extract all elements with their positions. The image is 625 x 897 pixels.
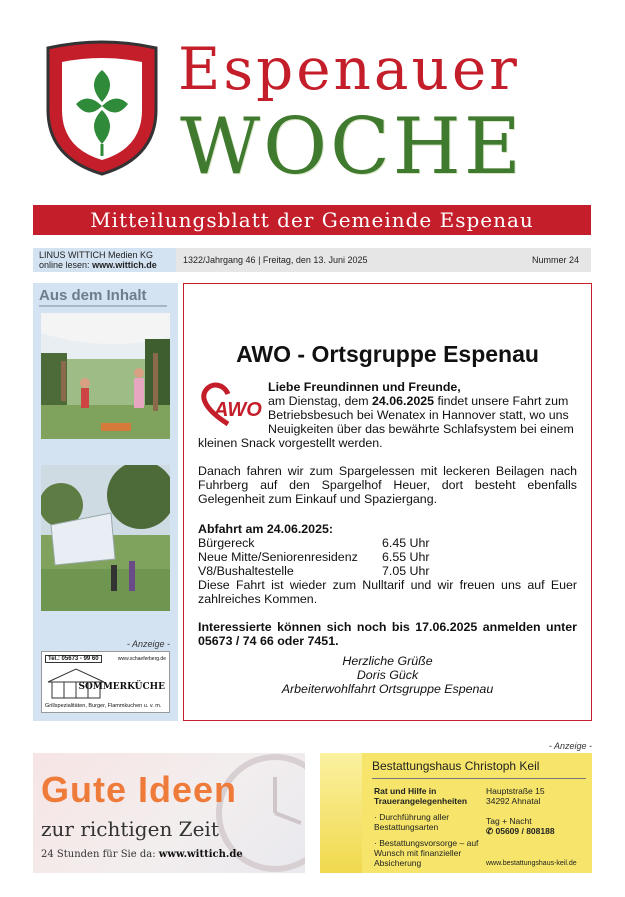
article-title: AWO - Ortsgruppe Espenau — [236, 341, 539, 367]
sommerkueche-ad[interactable] — [41, 651, 170, 713]
masthead-title-espenauer: Espenauer — [178, 35, 520, 103]
sommerkueche-name: SOMMERKÜCHE — [78, 682, 165, 692]
awo-logo-text: AWO — [214, 399, 262, 421]
article-greeting: Liebe Freundinnen und Freunde, — [268, 380, 461, 394]
wittich-ad-subline: zur richtigen Zeit — [41, 817, 219, 841]
bestattungshaus-url[interactable]: www.bestattungshaus-keil.de — [486, 860, 577, 867]
wittich-ad-contact — [41, 849, 243, 860]
service-item: · Bestattungsvorsorge – auf Wunsch mit finanzieller Absicherung — [374, 838, 479, 868]
publisher-box — [33, 248, 176, 272]
online-url-link[interactable]: www.wittich.de — [92, 260, 157, 270]
article-p1-line4: kleinen Snack vorgestellt werden. — [198, 436, 383, 450]
divider — [372, 778, 586, 779]
online-read-line — [39, 260, 176, 270]
wittich-ad-contact-text: 24 Stunden für Sie da: — [41, 849, 159, 860]
article-p1-line1 — [198, 394, 577, 408]
article-p4: Interessierte können sich noch bis 17.06.2025 anmelden unter 05673 / 74 66 oder 7451. — [198, 620, 577, 648]
bestattungshaus-ad[interactable] — [320, 753, 592, 873]
publisher-name: LINUS WITTICH Medien KG — [39, 250, 154, 260]
availability: Tag + Nacht — [486, 816, 532, 826]
stop-place: Bürgereck — [198, 536, 255, 550]
sidebar-heading: Aus dem Inhalt — [39, 287, 167, 307]
service-item: · Durchführung aller Bestattungsarten — [374, 812, 450, 832]
masthead-title-woche: WOCHE — [180, 102, 524, 192]
bottom-ad-label: - Anzeige - — [548, 741, 592, 751]
departure-times — [198, 536, 577, 578]
departure-heading: Abfahrt am 24.06.2025: — [198, 522, 333, 536]
sommerkueche-phone: Tel.: 05673 - 99 60 — [45, 655, 102, 663]
wittich-ad-headline: Gute Ideen — [41, 769, 238, 810]
sidebar-ad-label: - Anzeige - — [126, 639, 170, 649]
masthead-subtitle: Mitteilungsblatt der Gemeinde Espenau — [33, 205, 591, 235]
stop-time: 6.45 Uhr — [382, 536, 430, 550]
issue-info-bar — [33, 248, 591, 272]
stop-place: Neue Mitte/Seniorenresidenz — [198, 550, 358, 564]
masthead — [38, 35, 594, 192]
signature-name: Doris Gück — [356, 668, 419, 682]
phone-icon: ✆ — [486, 826, 496, 836]
article-p1-line3: Neuigkeiten über das bewährte Schlafsystem bei einem — [268, 422, 574, 436]
bestattungshaus-name: Bestattungshaus Christoph Keil — [372, 759, 540, 773]
article-p1-date: 24.06.2025 — [372, 394, 435, 408]
signature-greeting: Herzliche Grüße — [342, 654, 433, 668]
wittich-ad[interactable] — [33, 753, 305, 873]
issue-number: Nummer 24 — [531, 255, 579, 265]
stop-time: 6.55 Uhr — [382, 550, 430, 564]
photo-slackline-event — [41, 313, 170, 439]
ad-decor-bar — [320, 753, 362, 873]
article-p2: Danach fahren wir zum Spargelessen mit leckeren Beilagen nach Fuhrberg auf den Spargelhof Heuer, dort besteht ebenfalls Gelegenheit zum Einkauf und Spaziergang. — [198, 464, 577, 506]
issue-date: 1322/Jahrgang 46 | Freitag, den 13. Juni 2025 — [183, 255, 368, 265]
awo-article — [183, 283, 592, 721]
bestattungshaus-contact — [486, 786, 590, 836]
address-city: 34292 Ahnatal — [486, 796, 541, 806]
article-body — [198, 380, 577, 696]
photo-banner-in-park — [41, 465, 170, 611]
sommerkueche-url: www.schaeferberg.de — [117, 656, 166, 662]
article-p1-text-2: findet unsere Fahrt zum — [434, 394, 569, 408]
stop-time: 7.05 Uhr — [382, 564, 430, 578]
online-label: online lesen: — [39, 260, 90, 270]
phone-line — [486, 826, 590, 836]
phone-number: 05609 / 808188 — [495, 826, 555, 836]
wittich-ad-url[interactable]: www.wittich.de — [158, 849, 243, 860]
contents-sidebar — [33, 283, 178, 721]
article-p1-text: am Dienstag, dem — [268, 394, 372, 408]
signature-organisation: Arbeiterwohlfahrt Ortsgruppe Espenau — [281, 682, 494, 696]
bestattungshaus-services — [374, 786, 484, 868]
sommerkueche-description: Grillspezialitäten, Burger, Flammkuchen u. v. m. — [45, 703, 162, 709]
stop-place: V8/Bushaltestelle — [198, 564, 294, 578]
address-street: Hauptstraße 15 — [486, 786, 545, 796]
article-p3: Diese Fahrt ist wieder zum Nulltarif und wir freuen uns auf Euer zahlreiches Kommen. — [198, 578, 577, 606]
article-p1-line2: Betriebsbesuch bei Wenatex in Hannover statt, wo uns — [268, 408, 569, 422]
services-title: Rat und Hilfe in Trauerangelegenheiten — [374, 786, 468, 806]
coat-of-arms-icon — [42, 40, 162, 178]
